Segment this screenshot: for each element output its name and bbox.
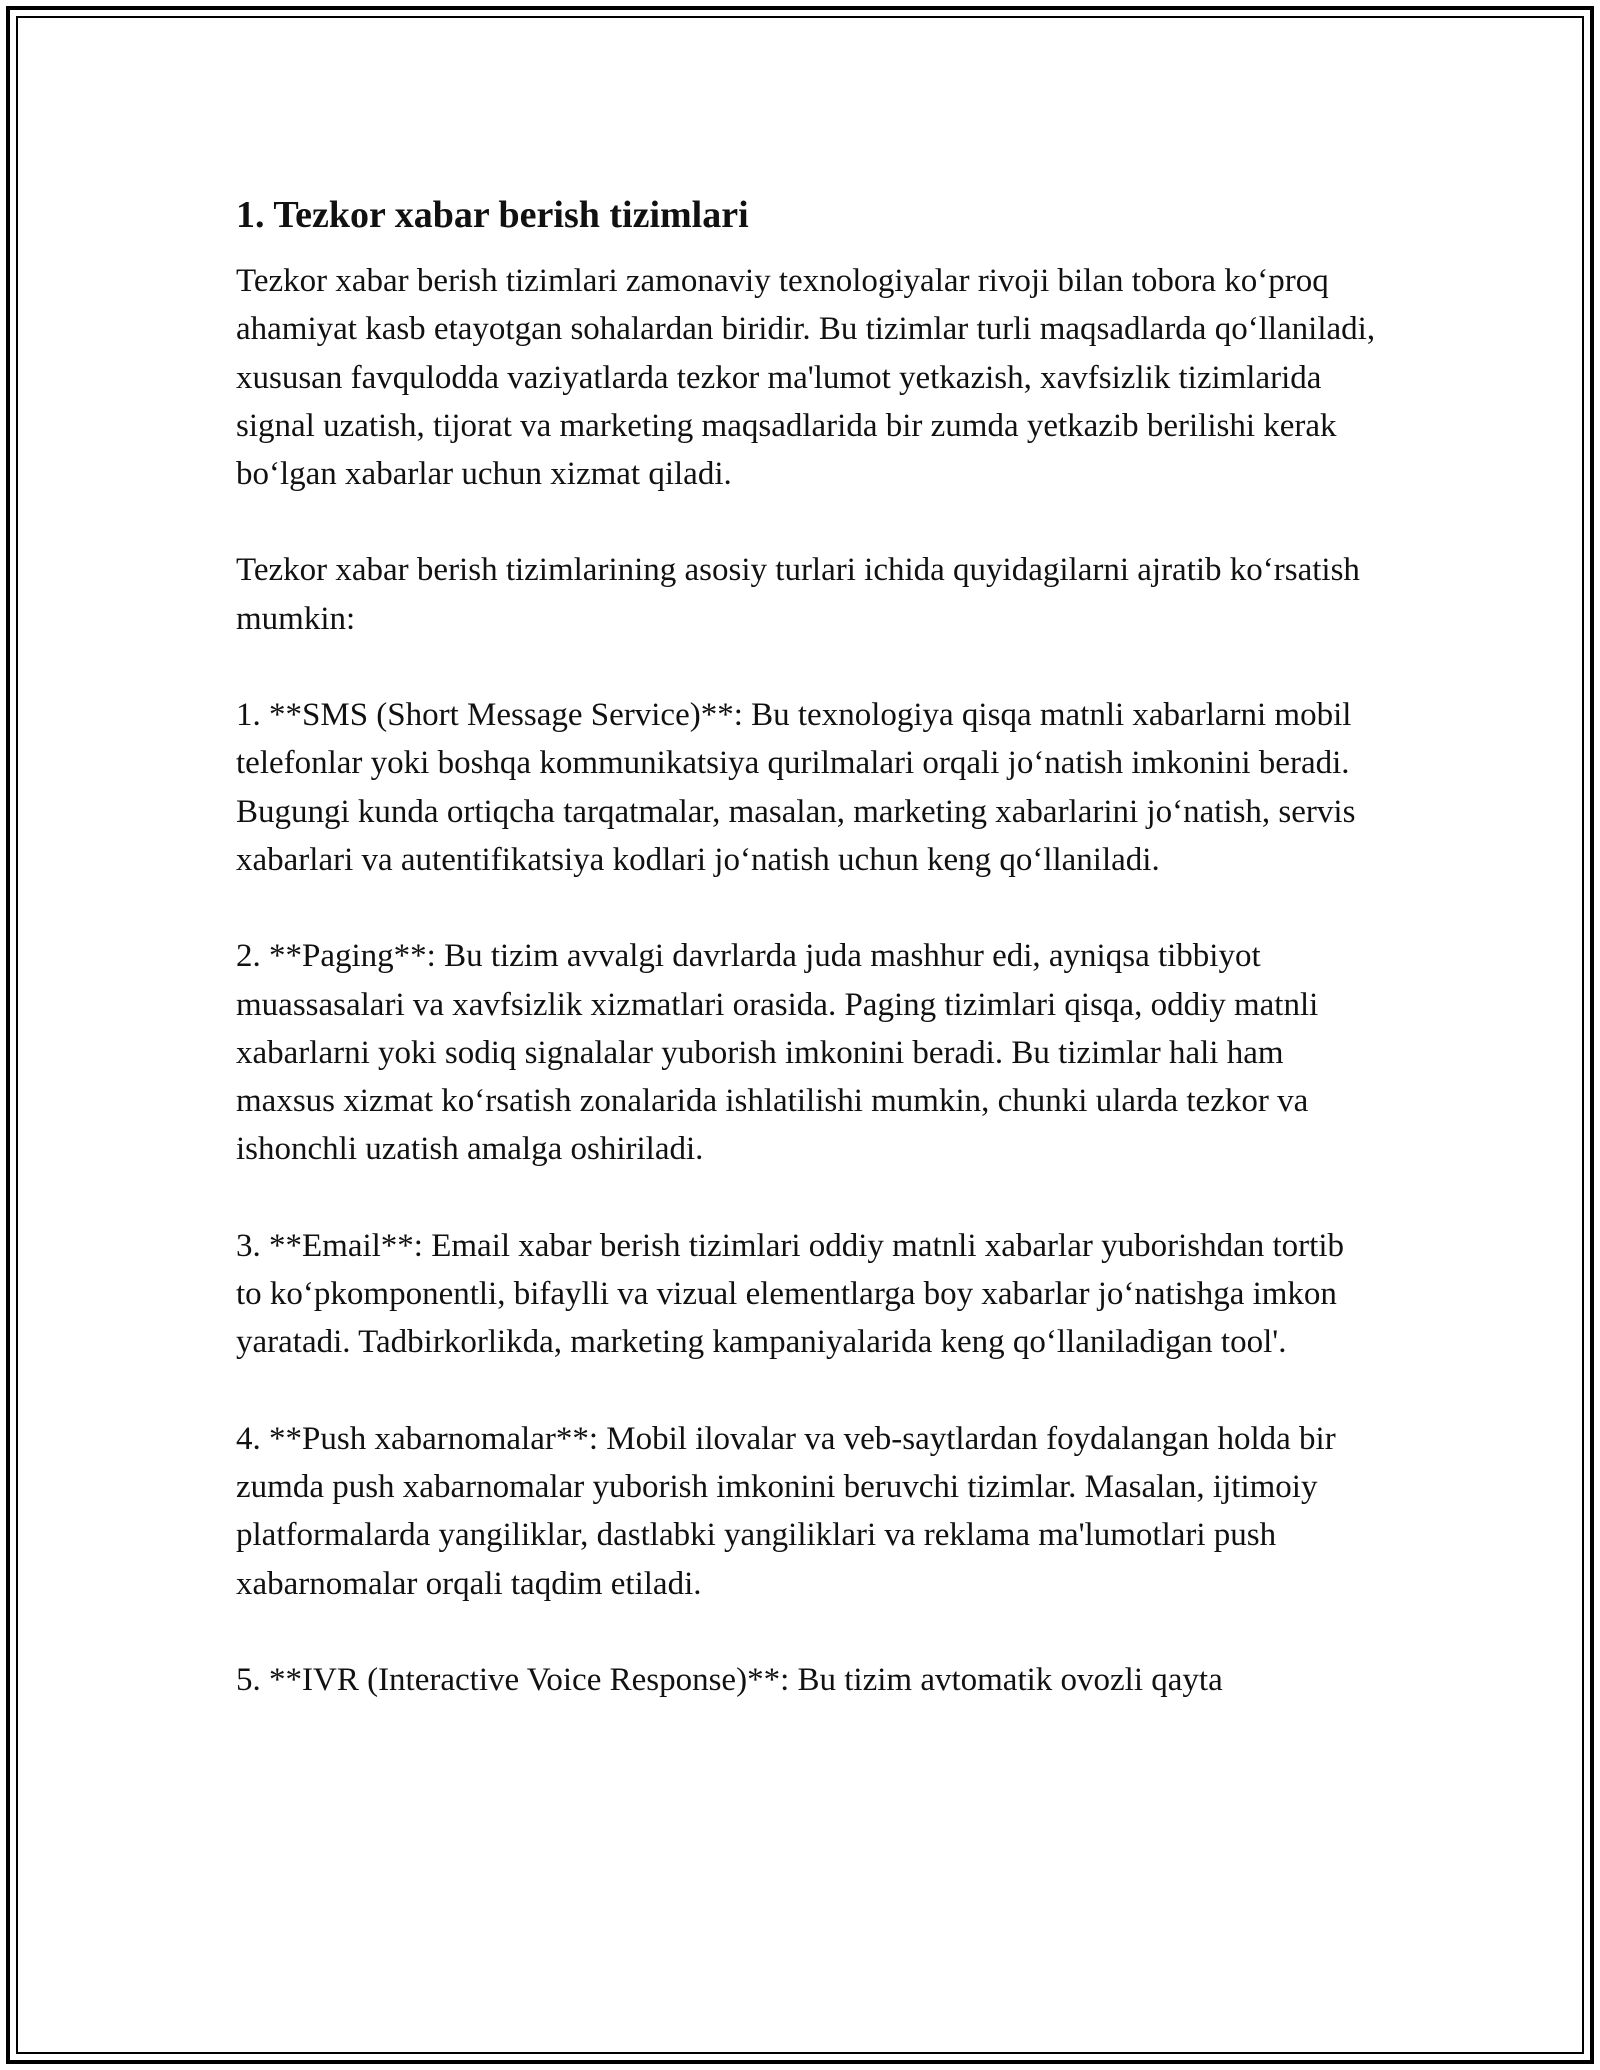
types-intro-paragraph: Tezkor xabar berish tizimlarining asosiy turlari ichida quyidagilarni ajratib ko‘rsatish mumkin: bbox=[236, 552, 1360, 637]
section-heading: 1. Tezkor xabar berish tizimlari bbox=[236, 194, 749, 236]
document-body bbox=[236, 185, 1376, 1752]
list-item-paging: 2. **Paging**: Bu tizim avvalgi davrlarda juda mashhur edi, ayniqsa tibbiyot muassasalari va xavfsizlik xizmatlari orasida. Paging tizimlari qisqa, oddiy matnli xabarlarni yoki sodiq signalalar yuborish imkonini beradi. Bu tizimlar hali ham maxsus xizmat ko‘rsatish zonalarida ishlatilishi mumkin, chunki ularda tezkor va ishonchli uzatish amalga oshiriladi. bbox=[236, 938, 1319, 1168]
intro-paragraph: Tezkor xabar berish tizimlari zamonaviy texnologiyalar rivoji bilan tobora ko‘proq ahamiyat kasb etayotgan sohalardan biridir. Bu tizimlar turli maqsadlarda qo‘llaniladi, xususan favqulodda vaziyatlarda tezkor ma'lumot yetkazish, xavfsizlik tizimlarida signal uzatish, tijorat va marketing maqsadlarida bir zumda yetkazib berilishi kerak bo‘lgan xabarlar uchun xizmat qiladi. bbox=[236, 263, 1376, 493]
list-item-email: 3. **Email**: Email xabar berish tizimlari oddiy matnli xabarlar yuborishdan tortib to ko‘pkomponentli, bifaylli va vizual elementlarga boy xabarlar jo‘natishga imkon yaratadi. Tadbirkorlikda, marketing kampaniyalarida keng qo‘llaniladigan tool'. bbox=[236, 1227, 1344, 1361]
list-item-sms: 1. **SMS (Short Message Service)**: Bu texnologiya qisqa matnli xabarlarni mobil telefonlar yoki boshqa kommunikatsiya qurilmalari orqali jo‘natish imkonini beradi. Bugungi kunda ortiqcha tarqatmalar, masalan, marketing xabarlarini jo‘natish, servis xabarlari va autentifikatsiya kodlari jo‘natish uchun keng qo‘llaniladi. bbox=[236, 697, 1356, 878]
list-item-push: 4. **Push xabarnomalar**: Mobil ilovalar va veb-saytlardan foydalangan holda bir zumda push xabarnomalar yuborish imkonini beruvchi tizimlar. Masalan, ijtimoiy platformalarda yangiliklar, dastlabki yangiliklari va reklama ma'lumotlari push xabarnomalar orqali taqdim etiladi. bbox=[236, 1420, 1336, 1602]
list-item-ivr: 5. **IVR (Interactive Voice Response)**: Bu tizim avtomatik ovozli qayta bbox=[236, 1661, 1223, 1698]
